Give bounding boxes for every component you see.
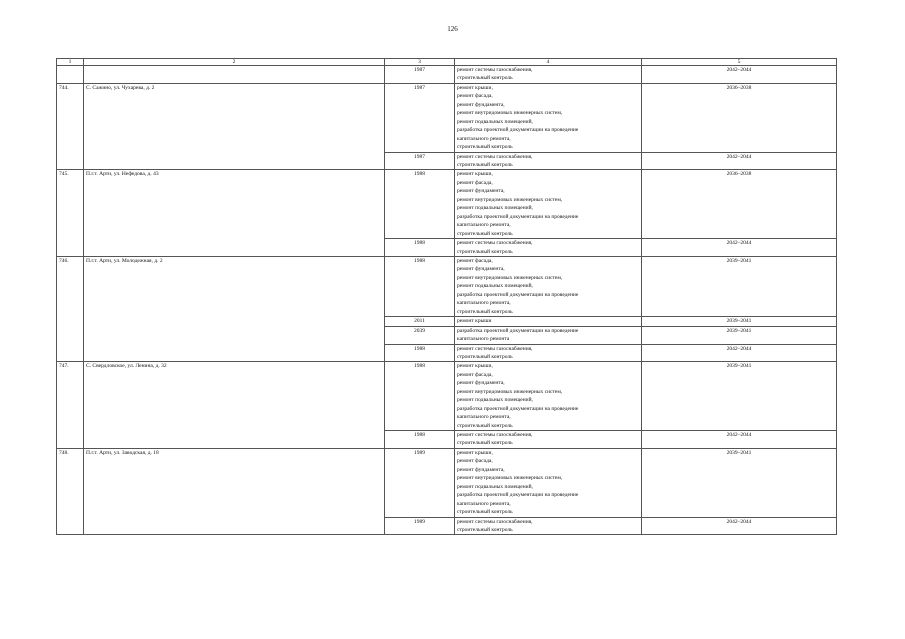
column-number-5: 5 [642, 59, 837, 66]
planned-period-cell: 2039–2041 [642, 317, 837, 326]
work-item: строительный контроль [457, 75, 513, 82]
work-item: ремонт фасада, [457, 458, 493, 465]
building-address [84, 66, 385, 84]
table-row [57, 83, 837, 152]
work-item: строительный контроль [457, 353, 513, 360]
year-cell: 2011 [385, 317, 455, 326]
row-number: 746. [57, 256, 84, 361]
work-item: ремонт фасада, [457, 371, 493, 378]
work-item: ремонт фундамента, [457, 188, 505, 195]
work-item: строительный контроль [457, 161, 513, 168]
work-item: ремонт подвальных помещений, [457, 118, 533, 125]
work-item: ремонт подвальных помещений, [457, 205, 533, 212]
planned-period-cell: 2042–2044 [642, 66, 837, 84]
building-address: П.г.т. Арти, ул. Молодежная, д. 2 [84, 256, 385, 361]
year-cell: 1988 [385, 344, 455, 362]
year-cell: 1987 [385, 83, 455, 152]
work-item: капитального ремонта, [457, 222, 511, 229]
column-number-4: 4 [455, 59, 642, 66]
planned-period-cell: 2042–2044 [642, 152, 837, 170]
work-item: капитального ремонта, [457, 414, 511, 421]
year-cell: 2039 [385, 326, 455, 344]
table-row [57, 66, 837, 84]
planned-period-cell: 2039–2041 [642, 362, 837, 431]
works-list-cell [455, 239, 642, 257]
work-item: ремонт системы газоснабжения, [457, 153, 533, 160]
table-body [57, 59, 837, 535]
table-row [57, 362, 837, 431]
work-item: ремонт фундамента, [457, 266, 505, 273]
year-cell: 1988 [385, 362, 455, 431]
works-list-cell [455, 431, 642, 449]
year-cell: 1989 [385, 448, 455, 517]
work-item: ремонт фасада, [457, 93, 493, 100]
page-number: 126 [447, 25, 458, 33]
work-item: разработка проектной документации на проведение [457, 327, 579, 334]
work-item: ремонт подвальных помещений, [457, 483, 533, 490]
year-cell: 1988 [385, 256, 455, 316]
work-item: ремонт крыши, [457, 171, 493, 178]
row-number [57, 66, 84, 84]
works-list-cell [455, 66, 642, 84]
work-item: ремонт фасада, [457, 257, 493, 264]
row-number: 745. [57, 170, 84, 257]
work-item: ремонт системы газоснабжения, [457, 518, 533, 525]
work-item: ремонт фундамента, [457, 380, 505, 387]
work-item: ремонт внутридомовых инженерных систем, [457, 388, 563, 395]
work-item: ремонт системы газоснабжения, [457, 67, 533, 73]
year-cell: 1989 [385, 517, 455, 535]
works-list-cell [455, 326, 642, 344]
work-item: ремонт подвальных помещений, [457, 397, 533, 404]
work-item: ремонт системы газоснабжения, [457, 240, 533, 247]
work-item: строительный контроль [457, 509, 513, 516]
work-item: разработка проектной документации на проведение [457, 213, 579, 220]
table-row [57, 256, 837, 316]
column-number-3: 3 [385, 59, 455, 66]
work-item: ремонт внутридомовых инженерных систем, [457, 475, 563, 482]
work-item: строительный контроль [457, 144, 513, 151]
works-list-cell [455, 344, 642, 362]
work-item: ремонт крыши, [457, 449, 493, 456]
work-item: капитального ремонта, [457, 135, 511, 142]
work-item: строительный контроль [457, 308, 513, 315]
works-list-cell [455, 448, 642, 517]
planned-period-cell: 2042–2044 [642, 517, 837, 535]
column-number-row [57, 59, 837, 66]
work-item: ремонт крыши [457, 318, 492, 325]
year-cell: 1988 [385, 170, 455, 239]
planned-period-cell: 2039–2041 [642, 326, 837, 344]
row-number: 744. [57, 83, 84, 170]
works-list-cell [455, 256, 642, 316]
column-number-2: 2 [84, 59, 385, 66]
work-item: строительный контроль [457, 248, 513, 255]
works-list-cell [455, 517, 642, 535]
work-item: ремонт подвальных помещений, [457, 283, 533, 290]
works-list-cell [455, 152, 642, 170]
building-address: П.г.т. Арти, ул. Заводская, д. 18 [84, 448, 385, 535]
work-item: капитального ремонта, [457, 300, 511, 307]
planned-period-cell: 2039–2041 [642, 448, 837, 517]
works-list-cell [455, 362, 642, 431]
year-cell: 1987 [385, 152, 455, 170]
work-item: ремонт крыши, [457, 84, 493, 91]
planned-period-cell: 2042–2044 [642, 431, 837, 449]
work-item: разработка проектной документации на проведение [457, 492, 579, 499]
planned-period-cell: 2036–2038 [642, 170, 837, 239]
year-cell: 1988 [385, 239, 455, 257]
works-list-cell [455, 170, 642, 239]
works-list-cell [455, 83, 642, 152]
work-item: ремонт внутридомовых инженерных систем, [457, 274, 563, 281]
work-item: строительный контроль [457, 230, 513, 237]
work-item: строительный контроль [457, 440, 513, 447]
planned-period-cell: 2036–2038 [642, 83, 837, 152]
work-item: ремонт фасада, [457, 179, 493, 186]
row-number: 747. [57, 362, 84, 449]
table-row [57, 170, 837, 239]
work-item: ремонт фундамента, [457, 466, 505, 473]
year-cell: 1988 [385, 431, 455, 449]
building-address: П.г.т. Арти, ул. Нефедова, д. 43 [84, 170, 385, 257]
row-number: 748. [57, 448, 84, 535]
work-item: ремонт внутридомовых инженерных систем, [457, 196, 563, 203]
building-address: С. Сажино, ул. Чухарева, д. 2 [84, 83, 385, 170]
year-cell: 1987 [385, 66, 455, 84]
repair-schedule-table [56, 58, 837, 535]
work-item: ремонт фундамента, [457, 101, 505, 108]
planned-period-cell: 2042–2044 [642, 239, 837, 257]
planned-period-cell: 2042–2044 [642, 344, 837, 362]
work-item: разработка проектной документации на проведение [457, 291, 579, 298]
work-item: капитального ремонта [457, 336, 510, 343]
work-item: ремонт системы газоснабжения, [457, 345, 533, 352]
works-list-cell [455, 317, 642, 326]
planned-period-cell: 2039–2041 [642, 256, 837, 316]
work-item: ремонт системы газоснабжения, [457, 432, 533, 439]
work-item: разработка проектной документации на проведение [457, 405, 579, 412]
work-item: строительный контроль [457, 527, 513, 534]
work-item: капитального ремонта, [457, 500, 511, 507]
work-item: ремонт крыши, [457, 363, 493, 370]
table-row [57, 448, 837, 517]
work-item: ремонт внутридомовых инженерных систем, [457, 110, 563, 117]
column-number-1: 1 [57, 59, 84, 66]
building-address: С. Свердловское, ул. Ленина, д. 32 [84, 362, 385, 449]
work-item: разработка проектной документации на проведение [457, 127, 579, 134]
work-item: строительный контроль [457, 422, 513, 429]
